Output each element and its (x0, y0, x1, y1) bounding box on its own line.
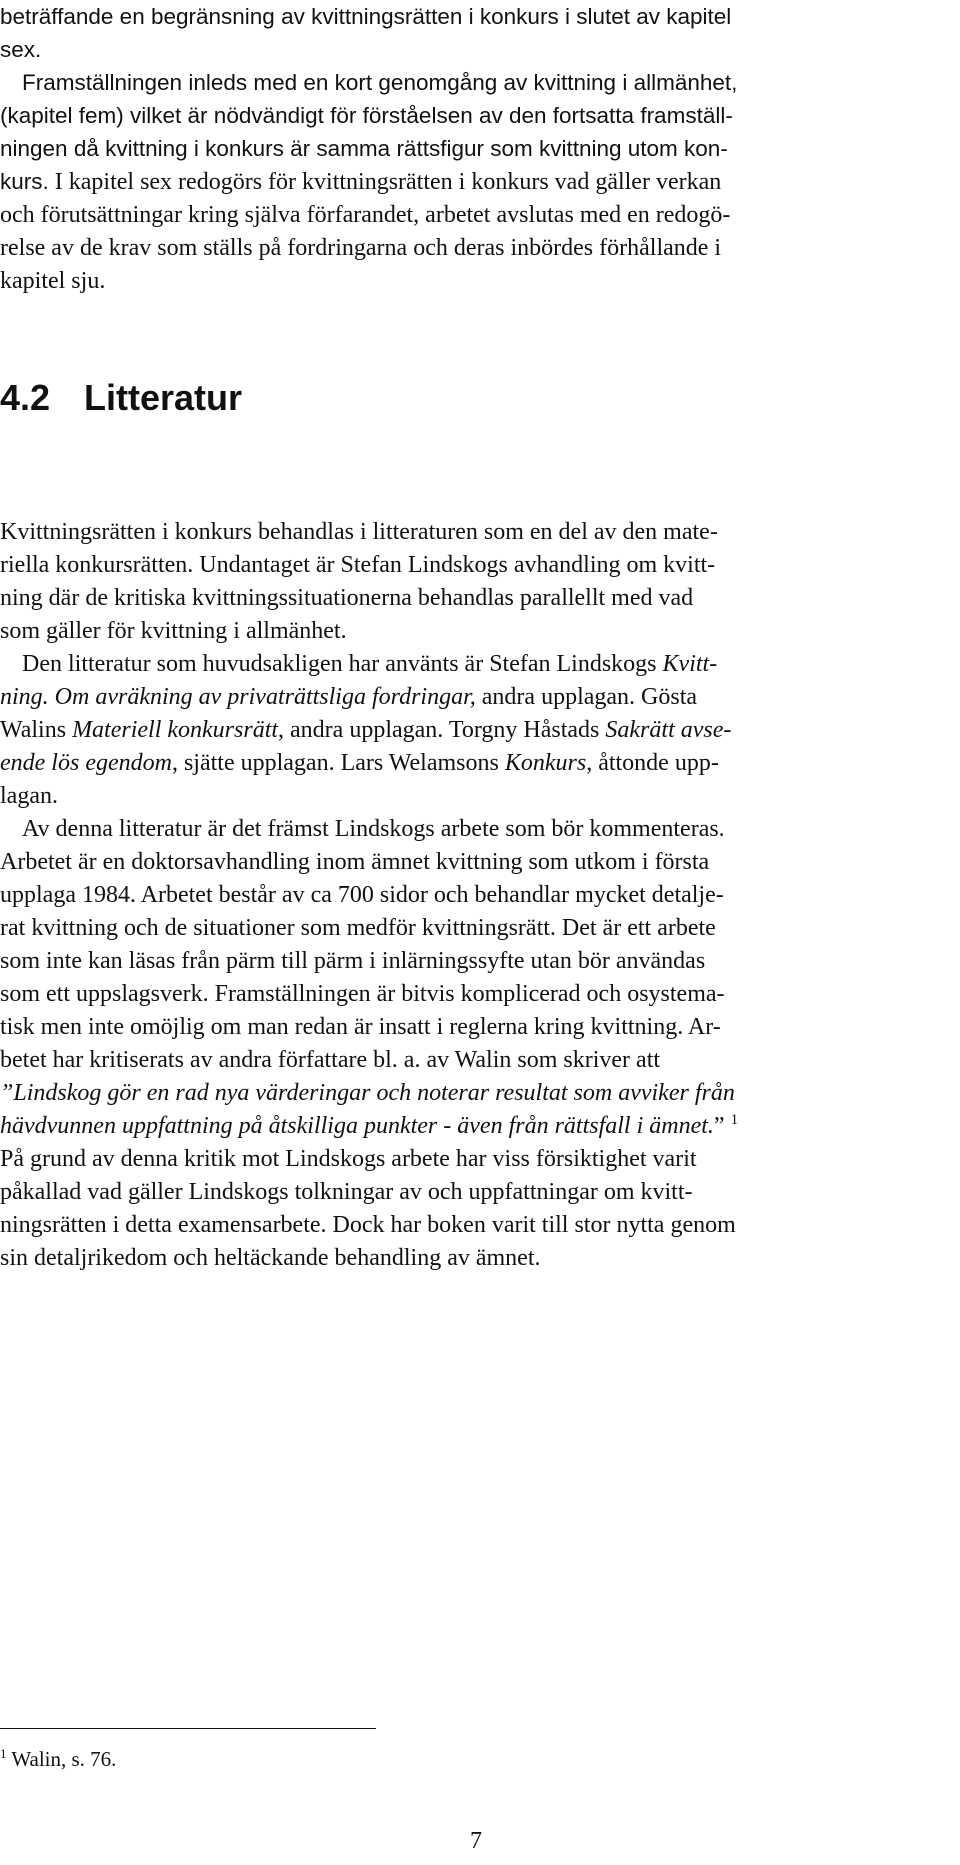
text-line: ningsrätten i detta examensarbete. Dock har boken varit till stor nytta genom (0, 1212, 736, 1238)
text-line: relse av de krav som ställs på fordringarna och deras inbördes förhållande i (0, 235, 722, 261)
text-line: betet har kritiserats av andra författare bl. a. av Walin som skriver att (0, 1047, 661, 1073)
text-line: som inte kan läsas från pärm till pärm i inlärningssyfte utan bör användas (0, 948, 706, 974)
section-heading (0, 378, 242, 418)
text-fragment: Den litteratur som huvudsakligen har använts är Stefan Lindskogs (22, 651, 663, 677)
text-line: sin detaljrikedom och heltäckande behandling av ämnet. (0, 1245, 541, 1271)
page-number: 7 (470, 1828, 482, 1854)
text-line: (kapitel fem) vilket är nödvändigt för förståelsen av den fortsatta framställ- (0, 103, 733, 128)
section-body (0, 516, 956, 1275)
text-line: Arbetet är en doktorsavhandling inom ämnet kvittning som utkom i första (0, 849, 710, 875)
text-line (0, 648, 956, 681)
book-title: Sakrätt avse- (605, 717, 732, 743)
footnote-number: 1 (0, 1746, 7, 1761)
text-line: ning där de kritiska kvittningssituationerna behandlas parallellt med vad (0, 585, 694, 611)
text-line: lagan. (0, 783, 58, 809)
text-line: som ett uppslagsverk. Framställningen är bitvis komplicerad och osystema- (0, 981, 725, 1007)
quote-line (0, 1110, 956, 1143)
footnote-divider (0, 1728, 376, 1729)
text-line: beträffande en begränsning av kvittningsrätten i konkurs i slutet av kapitel (0, 4, 732, 29)
text-line: upplaga 1984. Arbetet består av ca 700 sidor och behandlar mycket detalje- (0, 882, 724, 908)
footnote-reference[interactable]: 1 (730, 1112, 739, 1128)
text-line: riella konkursrätten. Undantaget är Stefan Lindskogs avhandling om kvitt- (0, 552, 716, 578)
text-line: påkallad vad gäller Lindskogs tolkningar av och uppfattningar om kvitt- (0, 1179, 693, 1205)
text-fragment: I kapitel sex redogörs för kvittningsrätten i konkurs vad gäller verkan (48, 169, 722, 195)
text-fragment: kurs. (0, 169, 49, 194)
book-title: ende lös egendom (0, 750, 172, 776)
text-line: kapitel sju. (0, 268, 106, 294)
text-line: och förutsättningar kring själva förfarandet, arbetet avslutas med en redogö- (0, 202, 731, 228)
book-title: Kvitt- (662, 651, 718, 677)
book-title: ning. Om avräkning av privaträttsliga fordringar, (0, 684, 476, 710)
text-fragment: Walins (0, 717, 73, 743)
book-title: Materiell konkursrätt (72, 717, 279, 743)
text-line: som gäller för kvittning i allmänhet. (0, 618, 347, 644)
footnote-text: Walin, s. 76. (11, 1747, 117, 1771)
quote-text: ”Lindskog gör en rad nya värderingar och noterar resultat som avviker från (0, 1080, 735, 1106)
quote-text: hävdvunnen uppfattning på åtskilliga punkter - även från rättsfall i ämnet. (0, 1113, 714, 1139)
text-line: ningen då kvittning i konkurs är samma rättsfigur som kvittning utom kon- (0, 136, 728, 161)
section-number: 4.2 (0, 377, 51, 418)
text-line: På grund av denna kritik mot Lindskogs arbete har viss försiktighet varit (0, 1146, 697, 1172)
text-line (0, 747, 956, 780)
book-title: Konkurs (504, 750, 587, 776)
text-line (0, 681, 956, 714)
footnote (0, 1746, 116, 1772)
text-line: rat kvittning och de situationer som medför kvittningsrätt. Det är ett arbete (0, 915, 716, 941)
text-line: Av denna litteratur är det främst Lindskogs arbete som bör kommenteras. (22, 816, 725, 842)
text-line (0, 165, 956, 199)
text-line (0, 714, 956, 747)
text-fragment: , åttonde upp- (586, 750, 719, 776)
intro-paragraph (0, 0, 956, 298)
quote-line (0, 1077, 956, 1110)
text-line: Kvittningsrätten i konkurs behandlas i litteraturen som en del av den mate- (0, 519, 718, 545)
text-fragment: andra upplagan. Gösta (475, 684, 698, 710)
text-line: Framställningen inleds med en kort genomgång av kvittning i allmänhet, (22, 70, 738, 95)
section-title: Litteratur (84, 377, 243, 418)
text-line: tisk men inte omöjlig om man redan är insatt i reglerna kring kvittning. Ar- (0, 1014, 721, 1040)
text-fragment: , andra upplagan. Torgny Håstads (278, 717, 606, 743)
text-fragment: , sjätte upplagan. Lars Welamsons (171, 750, 505, 776)
quote-close: ” (713, 1113, 725, 1139)
text-line: sex. (0, 37, 42, 62)
